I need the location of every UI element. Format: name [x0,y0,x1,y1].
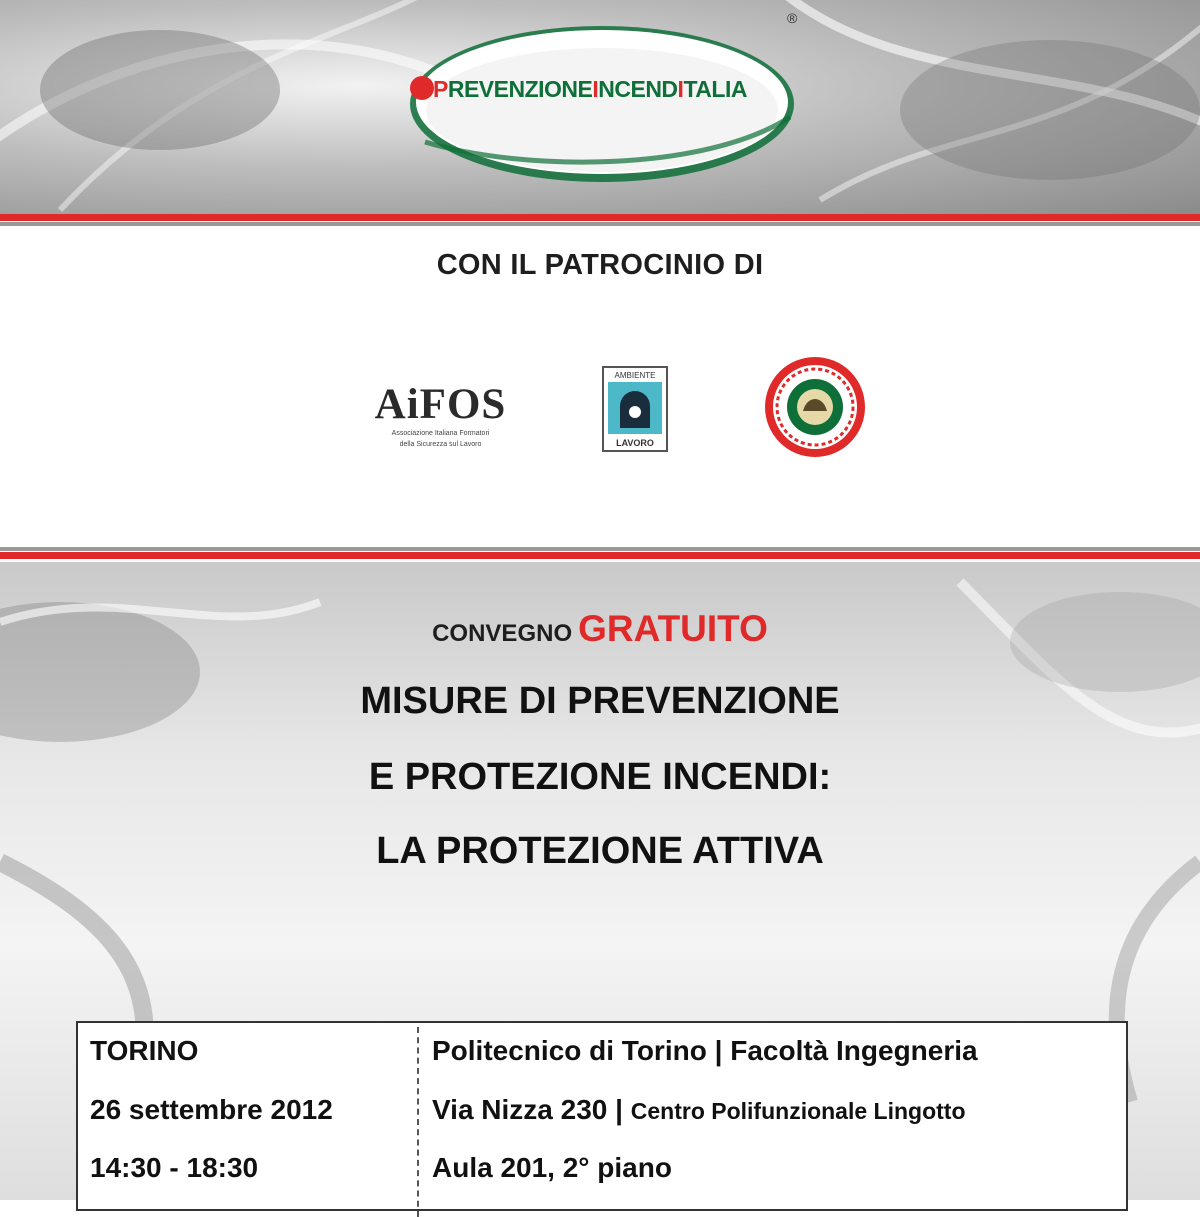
event-address: Via Nizza 230 | [432,1094,623,1125]
ambiente-lavoro-logo [602,366,668,452]
event-address-line [432,1094,966,1126]
logo-word-talia: TALIA [683,76,747,102]
ambiente-top-label: AMBIENTE [614,371,656,380]
aifos-title: AiFOS [374,381,507,428]
logo-oval-graphic [405,22,800,187]
logo-wordmark [433,76,747,103]
registered-mark: ® [787,10,798,26]
event-details-box [76,1021,1128,1211]
logo-word-revenzione: REVENZIONE [447,76,593,102]
ambiente-lavoro-graphic [602,366,668,452]
prevenzione-incendi-italia-logo [405,22,800,187]
top-red-divider [0,214,1200,221]
logo-letter-i-2: I [677,76,684,102]
aifos-logo [368,383,513,455]
event-title-line-1: MISURE DI PREVENZIONE [360,680,840,722]
logo-letter-p: P [433,76,448,102]
bottom-red-divider [0,552,1200,559]
ambiente-bottom-label: LAVORO [616,438,654,448]
event-title-line-3: LA PROTEZIONE ATTIVA [376,830,824,872]
seal-graphic [763,355,867,459]
event-free-label: GRATUITO [578,608,768,649]
top-gray-divider [0,222,1200,226]
event-address-extra: Centro Polifunzionale Lingotto [630,1098,966,1124]
event-date: 26 settembre 2012 [90,1094,333,1125]
event-type-line [0,608,1200,650]
event-title-line-2: E PROTEZIONE INCENDI: [368,756,832,798]
event-city: TORINO [90,1035,199,1066]
event-room: Aula 201, 2° piano [432,1152,672,1183]
event-time: 14:30 - 18:30 [90,1152,259,1183]
event-type-label: CONVEGNO [432,620,573,647]
fire-brigade-seal-logo [763,355,867,459]
logo-letter-i: I [592,76,599,102]
logo-word-ncend: NCEND [598,76,678,102]
details-column-divider [417,1027,419,1217]
bottom-gray-divider [0,547,1200,551]
patronage-heading: CON IL PATROCINIO DI [436,249,764,281]
aifos-subtitle-2: della Sicurezza sul Lavoro [399,441,482,448]
aifos-subtitle-1: Associazione Italiana Formatori [391,430,490,437]
event-venue: Politecnico di Torino | Facoltà Ingegneria [432,1035,978,1066]
